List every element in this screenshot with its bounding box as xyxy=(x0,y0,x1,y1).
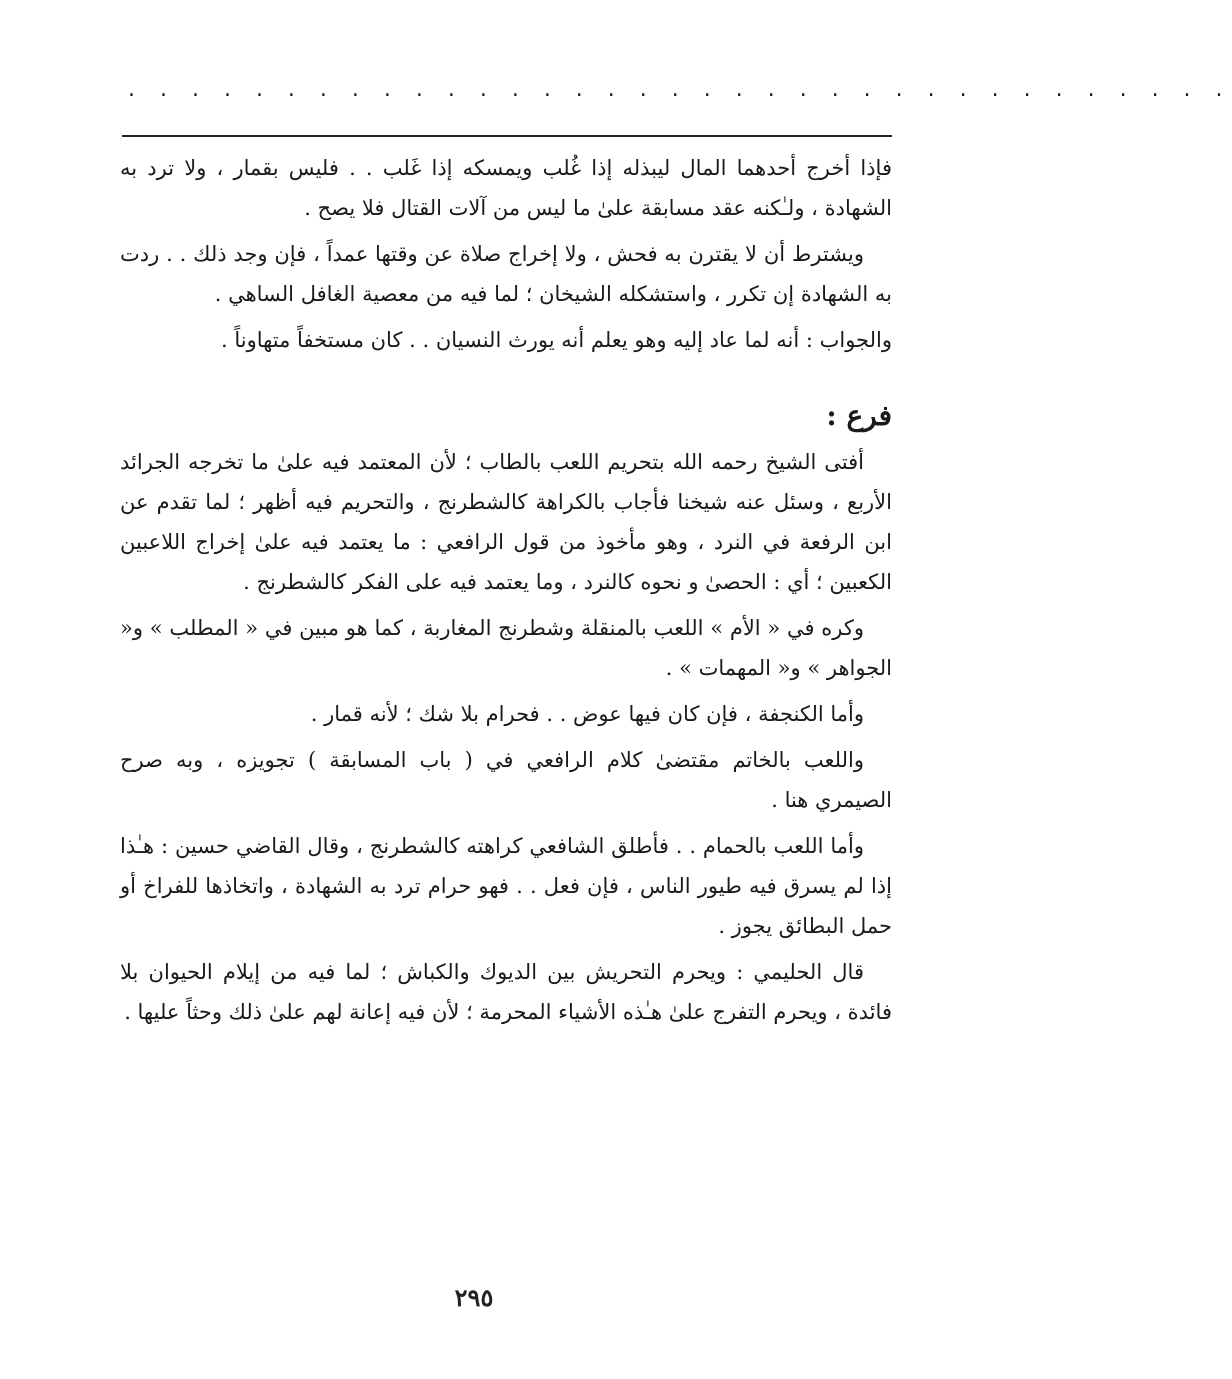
paragraph-8: وأما اللعب بالحمام . . فأطلق الشافعي كراهته كالشطرنج ، وقال القاضي حسين : هـٰذا إذا لم يسرق فيه طيور الناس ، فإن فعل . . فهو حرام ترد به الشهادة ، واتخاذها للفراخ أو حمل البطائق يجوز . xyxy=(120,834,892,938)
paragraph-5: وكره في « الأم » اللعب بالمنقلة وشطرنج المغاربة ، كما هو مبين في « المطلب » و« الجواهر » و« المهمات » . xyxy=(120,616,892,680)
header-rule xyxy=(122,135,892,137)
page-body xyxy=(120,148,892,1038)
paragraph-3: والجواب : أنه لما عاد إليه وهو يعلم أنه يورث النسيان . . كان مستخفاً متهاوناً . xyxy=(220,328,892,352)
paragraph-9: قال الحليمي : ويحرم التحريش بين الديوك والكباش ؛ لما فيه من إيلام الحيوان بلا فائدة ، ويحرم التفرج علىٰ هـٰذه الأشياء المحرمة ؛ لأن فيه إعانة لهم علىٰ ذلك وحثاً عليها . xyxy=(120,960,892,1024)
running-header-dots: . . . . . . . . . . . . . . . . . . . . . . . . . . . . . . . . . . . xyxy=(128,77,1232,102)
paragraph-2: ويشترط أن لا يقترن به فحش ، ولا إخراج صلاة عن وقتها عمداً ، فإن وجد ذلك . . ردت به الشهادة إن تكرر ، واستشكله الشيخان ؛ لما فيه من معصية الغافل الساهي . xyxy=(120,242,892,306)
paragraph-6: وأما الكنجفة ، فإن كان فيها عوض . . فحرام بلا شك ؛ لأنه قمار . xyxy=(310,702,864,726)
page-number: ٢٩٥ xyxy=(454,1283,494,1312)
section-heading: فرع : xyxy=(826,399,892,432)
paragraph-4: أفتى الشيخ رحمه الله بتحريم اللعب بالطاب ؛ لأن المعتمد فيه علىٰ ما تخرجه الجرائد الأربع ، وسئل عنه شيخنا فأجاب بالكراهة كالشطرنج ، والتحريم فيه أظهر ؛ لما تقدم عن ابن الرفعة في النرد ، وهو مأخوذ من قول الرافعي : ما يعتمد فيه علىٰ إخراج اللاعبين الكعبين ؛ أي : الحصىٰ و نحوه كالنرد ، وما يعتمد فيه على الفكر كالشطرنج . xyxy=(120,450,892,594)
paragraph-7: واللعب بالخاتم مقتضىٰ كلام الرافعي في ( باب المسابقة ) تجويزه ، وبه صرح الصيمري هنا . xyxy=(120,748,892,812)
paragraph-1: فإذا أخرج أحدهما المال ليبذله إذا غُلب ويمسكه إذا غَلب . . فليس بقمار ، ولا ترد به الشهادة ، ولـٰكنه عقد مسابقة علىٰ ما ليس من آلات القتال فلا يصح . xyxy=(120,156,892,220)
